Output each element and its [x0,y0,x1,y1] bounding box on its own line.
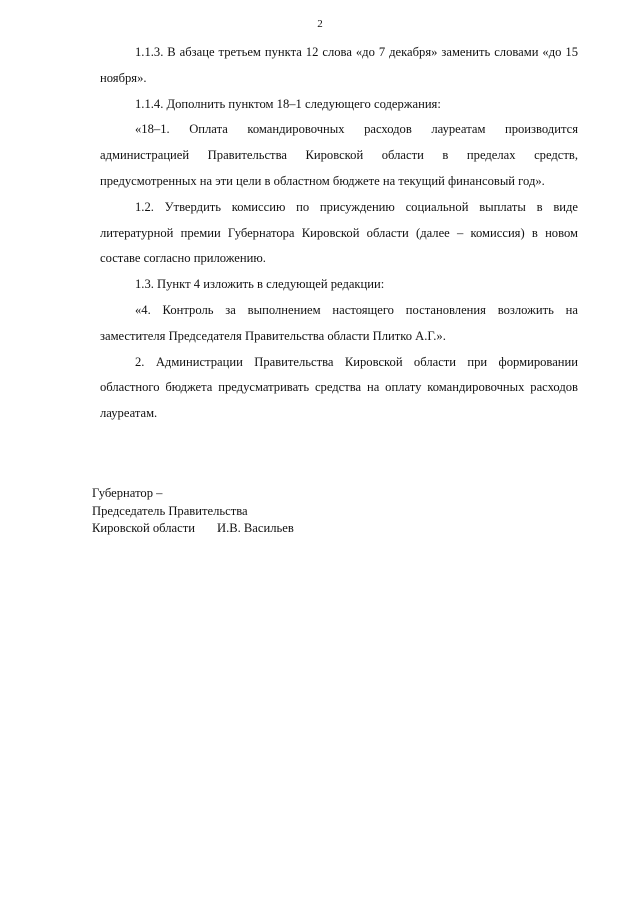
paragraph-1-2: 1.2. Утвердить комиссию по присуждению социальной выплаты в виде литературной премии Губернатора Кировской области (далее – комиссия) в новом составе согласно приложению. [100,199,578,266]
signature-block [92,485,294,538]
signature-region: Кировской области [92,521,195,535]
paragraph-18-1: «18–1. Оплата командировочных расходов лауреатам производится администрацией Правительства Кировской области в пределах средств, предусмотренных на эти цели в областном бюджете на текущий финансовый год». [100,122,578,188]
page-number: 2 [317,18,323,30]
signature-title-line-3 [92,520,294,538]
signature-title-line-1: Губернатор – [92,486,163,500]
paragraph-1-1-4: 1.1.4. Дополнить пунктом 18–1 следующего содержания: [135,96,441,111]
signatory-name: И.В. Васильев [216,521,294,535]
paragraph-2: 2. Администрации Правительства Кировской области при формировании областного бюджета предусматривать средства на оплату командировочных расходов лауреатам. [100,354,578,421]
paragraph-4: «4. Контроль за выполнением настоящего постановления возложить на заместителя Председателя Правительства области Плитко А.Г.». [100,302,578,343]
paragraph-1-3: 1.3. Пункт 4 изложить в следующей редакции: [135,277,385,292]
paragraph-1-1-3: 1.1.3. В абзаце третьем пункта 12 слова «до 7 декабря» заменить словами «до 15 ноября». [100,45,578,85]
document-body [100,40,578,427]
signature-title-line-2: Председатель Правительства [92,503,248,518]
